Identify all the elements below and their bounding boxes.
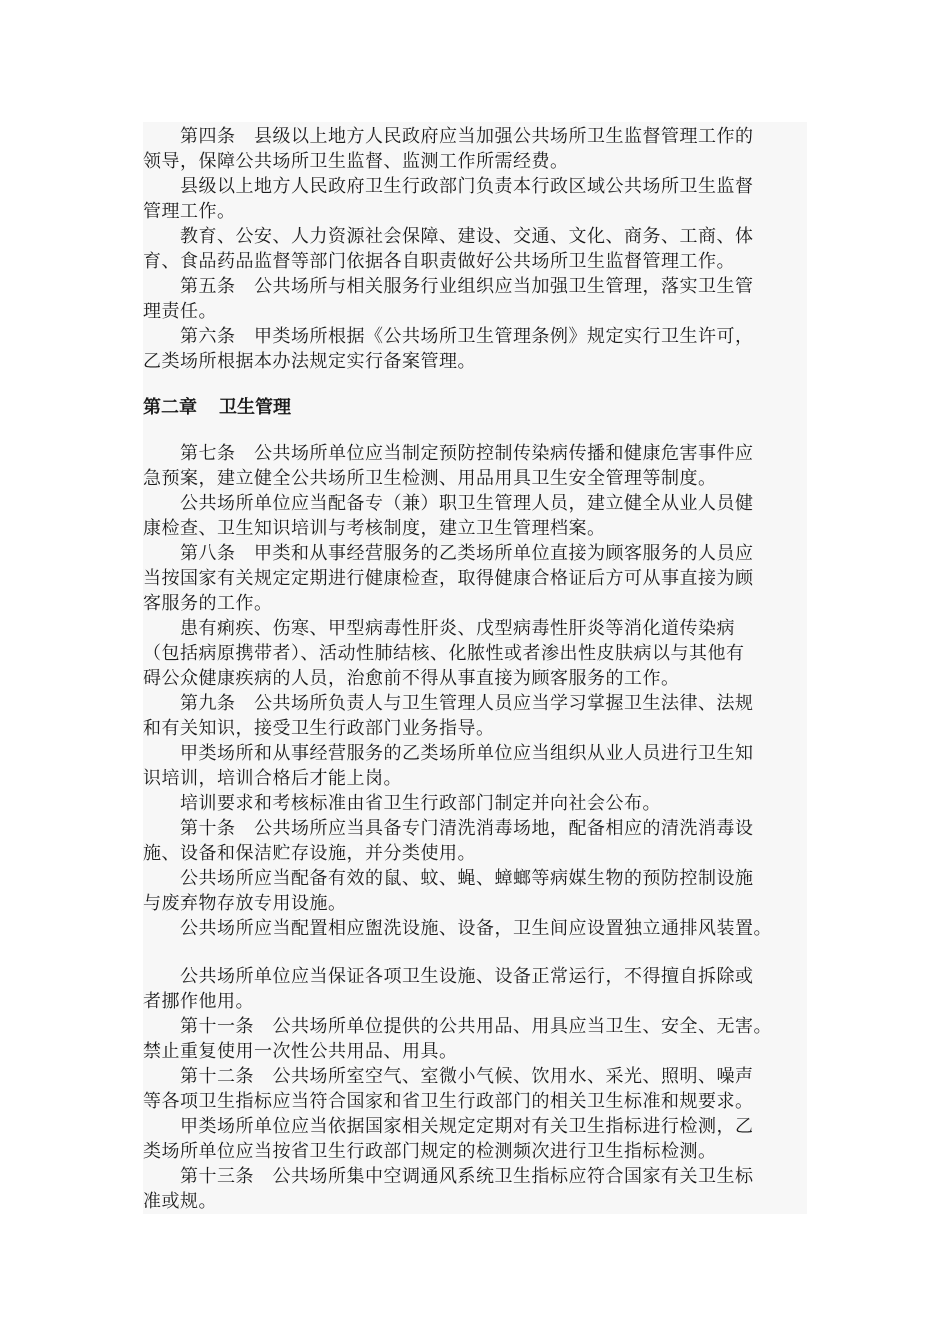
paragraph-line: 公共场所单位应当保证各项卫生设施、设备正常运行，不得擅自拆除或 xyxy=(143,966,754,987)
paragraph-line: 第五条 公共场所与相关服务行业组织应当加强卫生管理，落实卫生管 xyxy=(143,276,754,297)
paragraph-line: 第十二条 公共场所室空气、室微小气候、饮用水、采光、照明、噪声 xyxy=(143,1066,754,1087)
paragraph-line: 第十一条 公共场所单位提供的公共用品、用具应当卫生、安全、无害。 xyxy=(143,1016,772,1037)
paragraph-line: 与废弃物存放专用设施。 xyxy=(143,893,347,914)
paragraph-line: 甲类场所单位应当依据国家相关规定定期对有关卫生指标进行检测，乙 xyxy=(143,1116,754,1137)
paragraph-line: （包括病原携带者）、活动性肺结核、化脓性或者渗出性皮肤病以与其他有 xyxy=(143,643,745,664)
paragraph-line: 康检查、卫生知识培训与考核制度，建立卫生管理档案。 xyxy=(143,518,606,539)
paragraph-line: 患有痢疾、伤寒、甲型病毒性肝炎、戊型病毒性肝炎等消化道传染病 xyxy=(143,618,735,639)
paragraph-line: 第六条 甲类场所根据《公共场所卫生管理条例》规定实行卫生许可， xyxy=(143,326,754,347)
paragraph-line: 第七条 公共场所单位应当制定预防控制传染病传播和健康危害事件应 xyxy=(143,443,754,464)
paragraph-line: 者挪作他用。 xyxy=(143,991,254,1012)
paragraph-line: 禁止重复使用一次性公共用品、用具。 xyxy=(143,1041,458,1062)
paragraph-line: 甲类场所和从事经营服务的乙类场所单位应当组织从业人员进行卫生知 xyxy=(143,743,754,764)
paragraph-line: 育、食品药品监督等部门依据各自职责做好公共场所卫生监督管理工作。 xyxy=(143,251,735,272)
paragraph-line: 培训要求和考核标准由省卫生行政部门制定并向社会公布。 xyxy=(143,793,661,814)
paragraph-line: 第十条 公共场所应当具备专门清洗消毒场地，配备相应的清洗消毒设 xyxy=(143,818,754,839)
paragraph-line: 第十三条 公共场所集中空调通风系统卫生指标应符合国家有关卫生标 xyxy=(143,1166,754,1187)
paragraph-line: 施、设备和保洁贮存设施，并分类使用。 xyxy=(143,843,476,864)
paragraph-line: 第四条 县级以上地方人民政府应当加强公共场所卫生监督管理工作的 xyxy=(143,126,754,147)
paragraph-line: 教育、公安、人力资源社会保障、建设、交通、文化、商务、工商、体 xyxy=(143,226,754,247)
chapter-title: 卫生管理 xyxy=(219,397,291,418)
paragraph-line: 碍公众健康疾病的人员，治愈前不得从事直接为顾客服务的工作。 xyxy=(143,668,680,689)
paragraph-line: 急预案，建立健全公共场所卫生检测、用品用具卫生安全管理等制度。 xyxy=(143,468,717,489)
paragraph-line: 公共场所应当配备有效的鼠、蚊、蝇、蟑螂等病媒生物的预防控制设施 xyxy=(143,868,754,889)
paragraph-line: 类场所单位应当按省卫生行政部门规定的检测频次进行卫生指标检测。 xyxy=(143,1141,717,1162)
paragraph-line: 乙类场所根据本办法规定实行备案管理。 xyxy=(143,351,476,372)
paragraph-line: 公共场所应当配置相应盥洗设施、设备，卫生间应设置独立通排风装置。 xyxy=(143,918,772,939)
paragraph-line: 第八条 甲类和从事经营服务的乙类场所单位直接为顾客服务的人员应 xyxy=(143,543,754,564)
paragraph-line: 管理工作。 xyxy=(143,201,236,222)
paragraph-line: 准或规。 xyxy=(143,1191,217,1212)
paragraph-line: 当按国家有关规定定期进行健康检查，取得健康合格证后方可从事直接为顾 xyxy=(143,568,754,589)
paragraph-line: 领导，保障公共场所卫生监督、监测工作所需经费。 xyxy=(143,151,569,172)
paragraph-line: 第九条 公共场所负责人与卫生管理人员应当学习掌握卫生法律、法规 xyxy=(143,693,754,714)
paragraph-line: 和有关知识，接受卫生行政部门业务指导。 xyxy=(143,718,495,739)
paragraph-line: 客服务的工作。 xyxy=(143,593,273,614)
paragraph-line: 公共场所单位应当配备专（兼）职卫生管理人员，建立健全从业人员健 xyxy=(143,493,754,514)
paragraph-line: 等各项卫生指标应当符合国家和省卫生行政部门的相关卫生标准和规要求。 xyxy=(143,1091,754,1112)
chapter-number: 第二章 xyxy=(143,397,197,418)
paragraph-line: 理责任。 xyxy=(143,301,217,322)
chapter-heading xyxy=(143,396,291,420)
document-page xyxy=(143,122,807,1214)
paragraph-line: 县级以上地方人民政府卫生行政部门负责本行政区域公共场所卫生监督 xyxy=(143,176,754,197)
paragraph-line: 识培训，培训合格后才能上岗。 xyxy=(143,768,402,789)
